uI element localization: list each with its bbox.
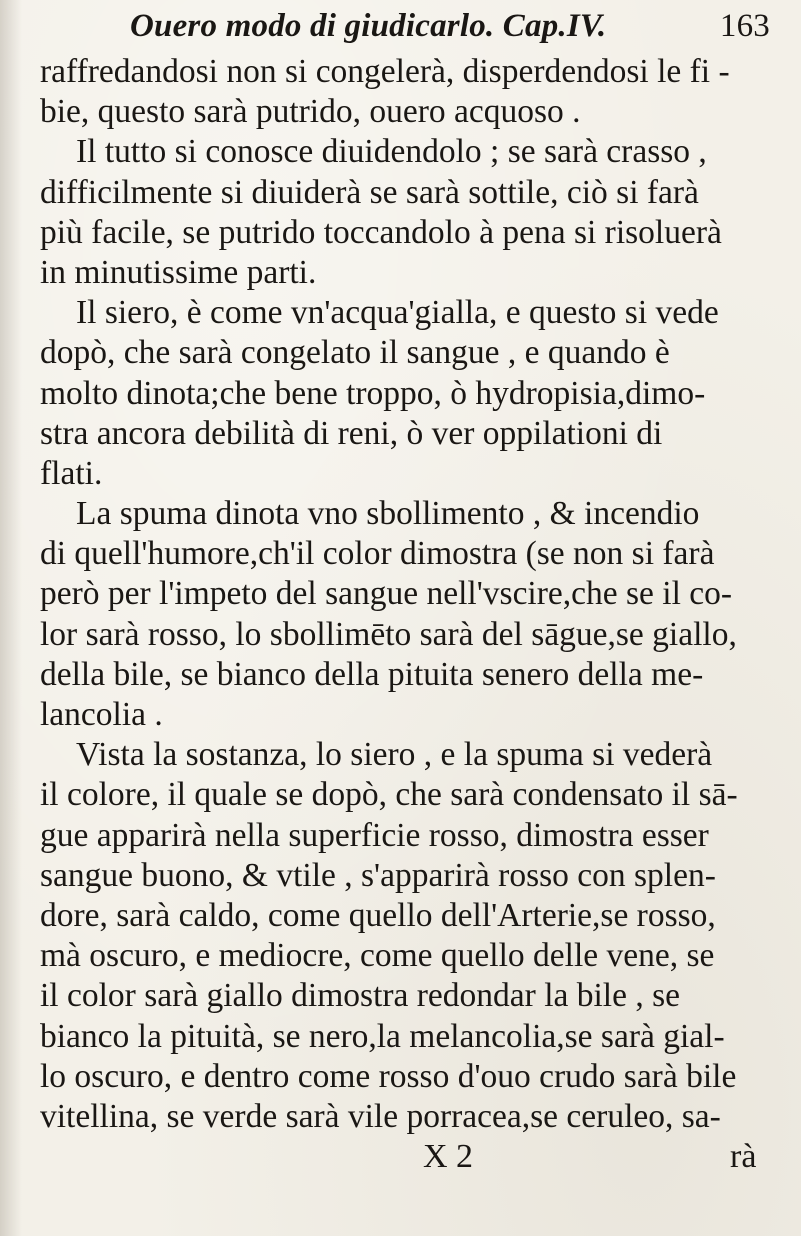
text-line: però per l'impeto del sangue nell'vscire,che se il co- bbox=[40, 575, 733, 613]
text-line: gue apparirà nella superficie rosso, dimostra esser bbox=[40, 816, 709, 854]
text-line: lo oscuro, e dentro come rosso d'ouo crudo sarà bile bbox=[40, 1057, 737, 1095]
running-header bbox=[130, 8, 770, 56]
text-line: sangue buono, & vtile , s'apparirà rosso con splen- bbox=[40, 856, 716, 894]
text-line: Vista la sostanza, lo siero , e la spuma si vederà bbox=[76, 736, 713, 774]
catchword: rà bbox=[730, 1138, 757, 1176]
text-line: Il tutto si conosce diuidendolo ; se sarà crasso , bbox=[76, 133, 707, 171]
running-title: Ouero modo di giudicarlo. Cap.IV. bbox=[130, 8, 607, 44]
text-line: Il siero, è come vn'acqua'gialla, e questo si vede bbox=[76, 294, 719, 332]
text-line: molto dinota;che bene troppo, ò hydropisia,dimo- bbox=[40, 374, 706, 412]
text-line: vitellina, se verde sarà vile porracea,se ceruleo, sa- bbox=[40, 1097, 721, 1135]
page-number: 163 bbox=[719, 8, 770, 44]
text-line: bie, questo sarà putrido, ouero acquoso . bbox=[40, 93, 581, 131]
body-text bbox=[40, 52, 785, 1177]
text-line: difficilmente si diuiderà se sarà sottile, ciò si farà bbox=[40, 173, 699, 211]
text-line: raffredandosi non si congelerà, disperdendosi le fi - bbox=[40, 53, 730, 90]
text-line: stra ancora debilità di reni, ò ver oppilationi di bbox=[40, 414, 663, 452]
signature-mark: X 2 bbox=[423, 1138, 474, 1176]
text-line: flati. bbox=[40, 454, 103, 492]
footer-line bbox=[40, 1137, 785, 1177]
text-line: in minutissime parti. bbox=[40, 253, 317, 291]
text-line: mà oscuro, e mediocre, come quello delle vene, se bbox=[40, 937, 715, 975]
text-line: lor sarà rosso, lo sbollimēto sarà del sāgue,se giallo, bbox=[40, 615, 737, 653]
text-line: dopò, che sarà congelato il sangue , e quando è bbox=[40, 334, 670, 372]
gutter-shadow bbox=[0, 0, 22, 1236]
text-line: bianco la pituità, se nero,la melancolia,se sarà gial- bbox=[40, 1017, 725, 1055]
text-line: La spuma dinota vno sbollimento , & incendio bbox=[76, 495, 700, 533]
text-line: il colore, il quale se dopò, che sarà condensato il sā- bbox=[40, 776, 738, 814]
text-line: della bile, se bianco della pituita senero della me- bbox=[40, 655, 704, 693]
text-line: dore, sarà caldo, come quello dell'Arterie,se rosso, bbox=[40, 896, 716, 934]
text-line: più facile, se putrido toccandolo à pena si risoluerà bbox=[40, 213, 722, 251]
text-line: lancolia . bbox=[40, 696, 163, 733]
text-line: di quell'humore,ch'il color dimostra (se non si farà bbox=[40, 535, 715, 573]
text-line: il color sarà giallo dimostra redondar la bile , se bbox=[40, 977, 681, 1015]
